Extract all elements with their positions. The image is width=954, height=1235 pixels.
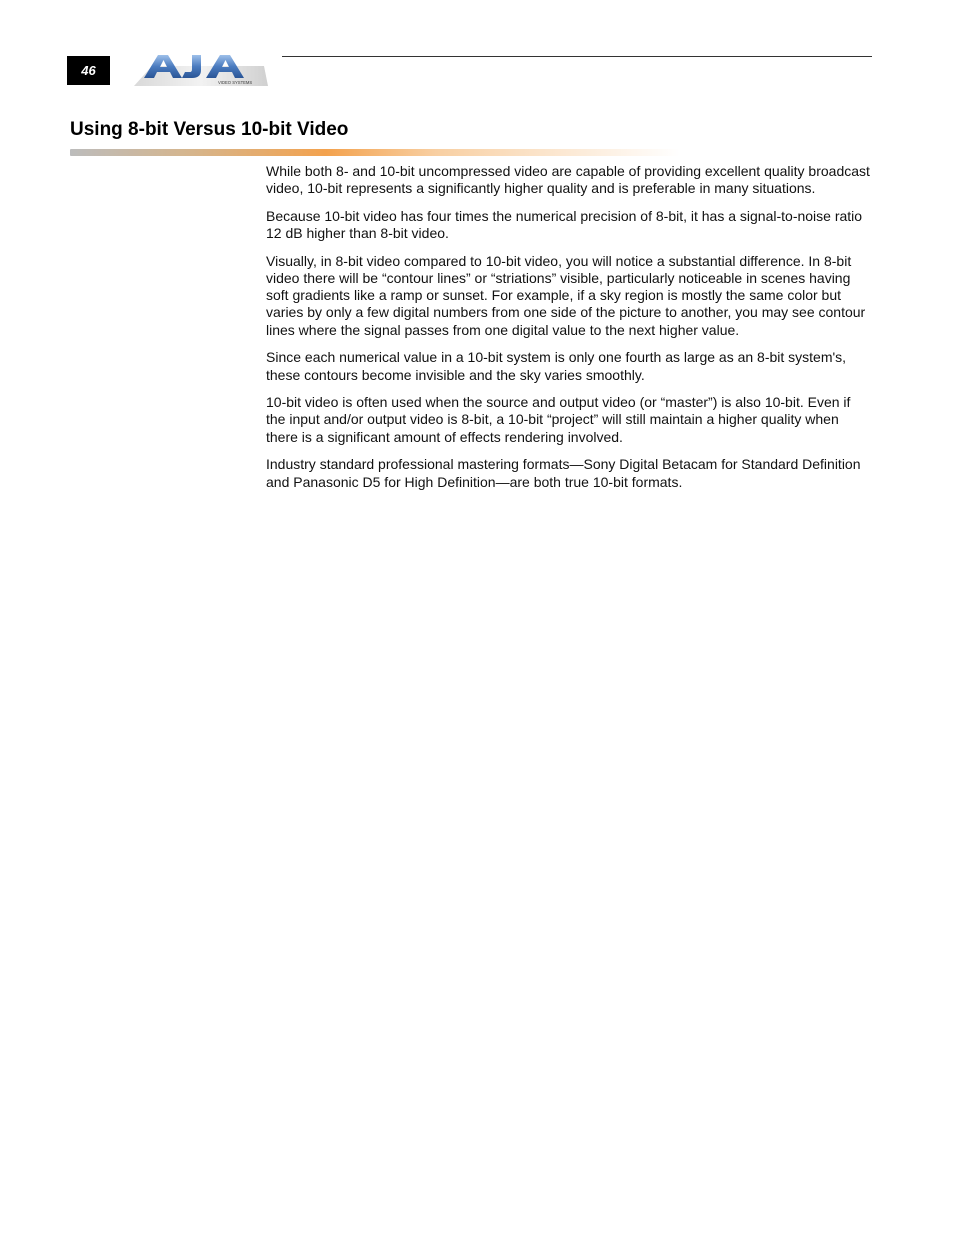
paragraph: Visually, in 8-bit video compared to 10-bit video, you will notice a substantial difference. In 8-bit video there will be “contour lines” or “striations” visible, particularly noticeable in scenes having soft gradients like a ramp or sunset. For example, if a sky region is mostly the same color but varies by only a few digital numbers from one side of the picture to another, you may see contour lines where the signal passes from one digital value to the next higher value. [266,252,866,338]
body-text [266,163,872,501]
paragraph: Since each numerical value in a 10-bit system is only one fourth as large as an 8-bit system's, these contours become invisible and the sky varies smoothly. [266,349,847,383]
aja-logo-icon [130,52,268,88]
paragraph: 10-bit video is often used when the source and output video (or “master”) is also 10-bit. Even if the input and/or output video is 8-bit, a 10-bit “project” will still maintain a higher quality when there is a significant amount of effects rendering involved. [266,394,851,445]
header-rule [282,56,872,57]
paragraph: Because 10-bit video has four times the numerical precision of 8-bit, it has a signal-to-noise ratio 12 dB higher than 8-bit video. [266,207,863,242]
paragraph: While both 8- and 10-bit uncompressed video are capable of providing excellent quality broadcast video, 10-bit represents a significantly higher quality and is preferable in many situations. [266,163,870,197]
svg-text:VIDEO SYSTEMS: VIDEO SYSTEMS [218,80,253,85]
page-number: 46 [67,56,110,85]
section-title: Using 8-bit Versus 10-bit Video [70,119,349,140]
title-underline [70,149,680,156]
paragraph: Industry standard professional mastering formats—Sony Digital Betacam for Standard Definition and Panasonic D5 for High Definition—are both true 10-bit formats. [266,456,861,490]
